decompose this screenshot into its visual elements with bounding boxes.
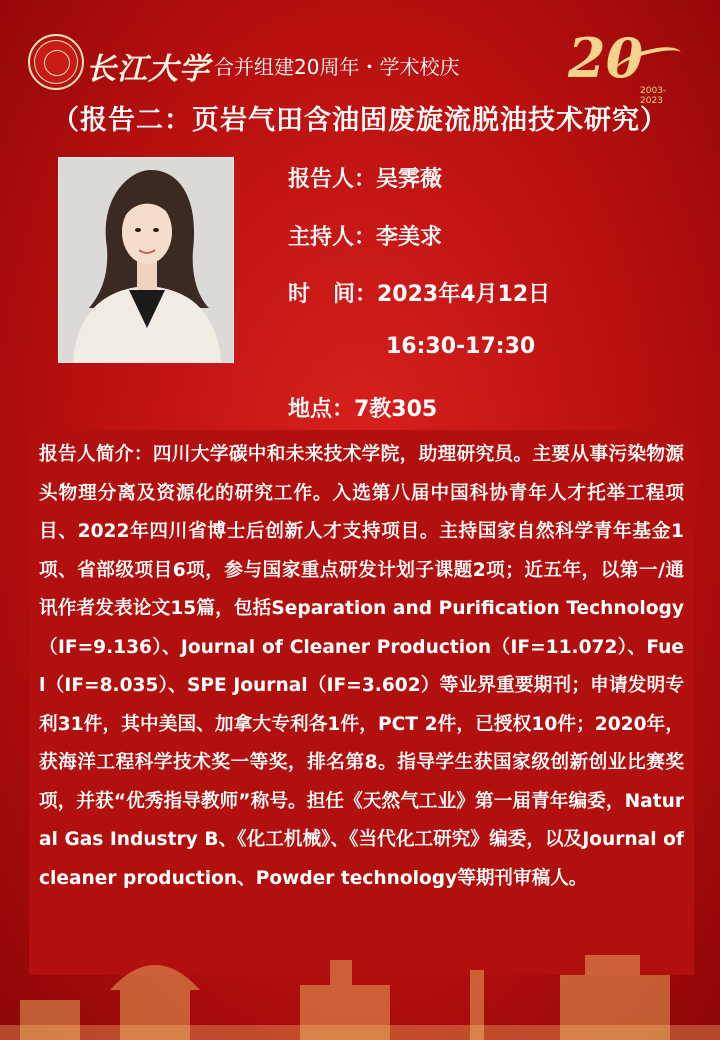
host-line: 主持人：李美求 — [288, 225, 443, 250]
university-seal-icon — [28, 34, 84, 90]
header — [0, 20, 720, 106]
time-line: 时 间：2023年4月12日 — [288, 282, 551, 307]
university-name: 长江大学 — [86, 52, 210, 87]
time-range: 16:30-17:30 — [386, 334, 536, 359]
speaker-line: 报告人：吴霁薇 — [288, 167, 443, 192]
speaker-bio-box — [29, 430, 694, 975]
report-title: （报告二：页岩气田含油固废旋流脱油技术研究） — [52, 105, 668, 136]
speaker-photo — [58, 157, 234, 363]
speaker-bio-text: 报告人简介：四川大学碳中和未来技术学院，助理研究员。主要从事污染物源头物理分离及资源化的研究工作。入选第八届中国科协青年人才托举工程项目、2022年四川省博士后创新人才支持项目。主持国家自然科学青年基金1项、省部级项目6项，参与国家重点研发计划子课题2项；近五年，以第一/通讯作者发表论文15篇，包括Separation and Purification Technology（IF=9.136）、Journal of Cleaner Production（IF=11.072）、Fuel（IF=8.035）、SPE Journal（IF=3.602）等业界重要期刊；申请发明专利31件，其中美国、加拿大专利各1件，PCT 2件，已授权10件；2020年，获海洋工程科学技术奖一等奖，排名第8。指导学生获国家级创新创业比赛奖项，并获“优秀指导教师”称号。担任《天然气工业》第一届青年编委，Natural Gas Industry B、《化工机械》、《当代化工研究》编委，以及Journal of cleaner production、Powder technology等期刊审稿人。 — [39, 444, 684, 889]
anniversary-logo — [566, 26, 686, 106]
logo-years: 2003-2023 — [640, 86, 667, 106]
campus-skyline-decoration — [0, 930, 720, 1040]
logo-number: 20 — [568, 26, 644, 90]
anniversary-text: 合并组建20周年・学术校庆 — [214, 55, 460, 79]
location-line: 地点：7教305 — [288, 397, 438, 422]
